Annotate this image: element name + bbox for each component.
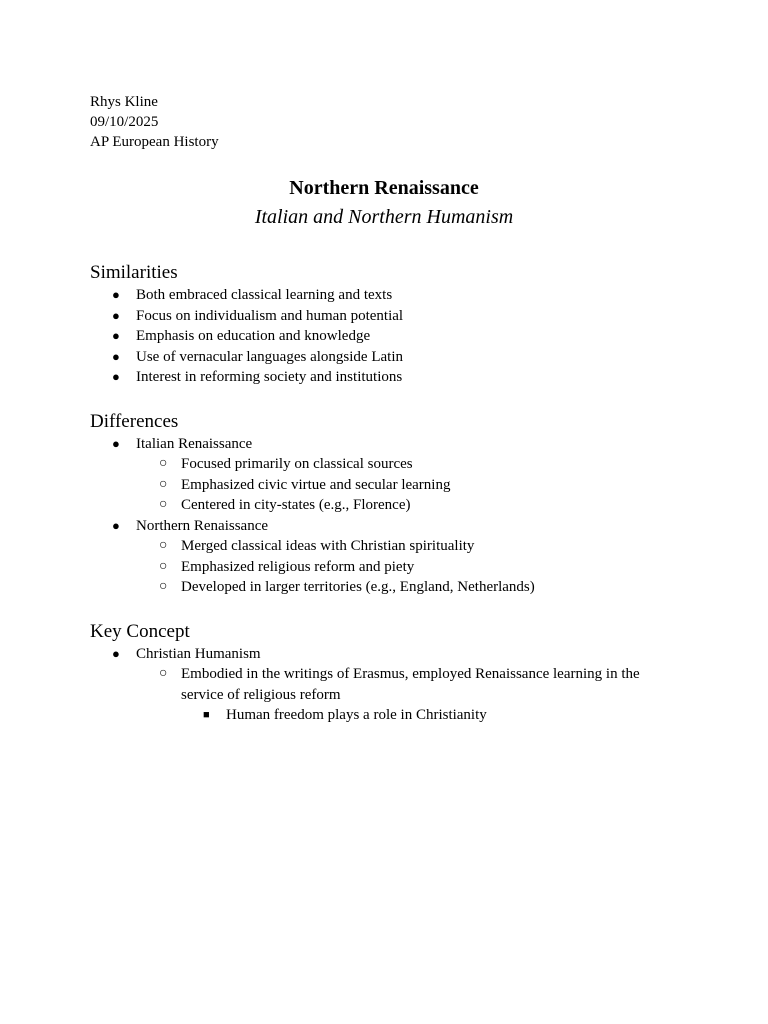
document-page xyxy=(90,92,680,726)
list-item-text: Emphasized religious reform and piety xyxy=(181,558,415,575)
document-title: Northern Renaissance xyxy=(289,177,479,199)
bullet-icon: ● xyxy=(112,517,120,533)
list-item xyxy=(90,306,680,327)
list-item xyxy=(90,347,680,368)
list-item xyxy=(90,285,680,306)
document-date: 09/10/2025 xyxy=(90,114,159,130)
italian-renaissance-points xyxy=(136,454,680,516)
hollow-bullet-icon: ○ xyxy=(159,558,168,574)
key-concept-heading: Key Concept xyxy=(90,620,190,642)
bullet-icon: ● xyxy=(112,369,120,384)
list-item-northern-renaissance xyxy=(90,516,680,598)
bullet-icon: ● xyxy=(112,307,120,323)
list-item xyxy=(136,475,680,496)
list-item xyxy=(90,367,680,388)
list-item xyxy=(136,664,680,726)
bullet-icon: ● xyxy=(112,328,120,343)
list-item-text: Focus on individualism and human potential xyxy=(136,307,404,324)
square-bullet-icon: ■ xyxy=(203,709,210,721)
list-item-text: Merged classical ideas with Christian spirituality xyxy=(181,538,475,554)
list-item xyxy=(136,577,680,598)
list-item-italian-renaissance xyxy=(90,434,680,516)
list-item-text: Developed in larger territories (e.g., England, Netherlands) xyxy=(181,579,535,595)
bullet-icon: ● xyxy=(112,645,120,661)
list-item-text: Northern Renaissance xyxy=(136,517,269,534)
christian-humanism-subpoints xyxy=(181,705,680,726)
christian-humanism-points xyxy=(136,664,680,726)
list-item-text: Italian Renaissance xyxy=(136,435,253,452)
list-item-text: Emphasized civic virtue and secular learning xyxy=(181,476,451,493)
list-item-text: Christian Humanism xyxy=(136,645,261,662)
hollow-bullet-icon: ○ xyxy=(159,666,168,681)
hollow-bullet-icon: ○ xyxy=(159,456,168,471)
similarities-heading: Similarities xyxy=(90,262,178,283)
bullet-icon: ● xyxy=(112,348,120,364)
list-item xyxy=(90,326,680,347)
list-item xyxy=(136,495,680,516)
similarities-list xyxy=(90,285,680,388)
hollow-bullet-icon: ○ xyxy=(159,497,168,512)
list-item-text: Emphasis on education and knowledge xyxy=(136,328,371,344)
list-item-text: Embodied in the writings of Erasmus, employed Renaissance learning in the service of religious reform xyxy=(181,666,640,703)
list-item xyxy=(181,705,680,726)
list-item-text: Use of vernacular languages alongside Latin xyxy=(136,348,403,365)
hollow-bullet-icon: ○ xyxy=(159,538,168,553)
bullet-icon: ● xyxy=(112,435,120,451)
key-concept-list xyxy=(90,644,680,726)
list-item xyxy=(136,454,680,475)
differences-list xyxy=(90,434,680,598)
list-item-text: Both embraced classical learning and texts xyxy=(136,287,393,303)
bullet-icon: ● xyxy=(112,287,120,302)
hollow-bullet-icon: ○ xyxy=(159,579,168,594)
differences-heading: Differences xyxy=(90,410,179,432)
list-item-text: Centered in city-states (e.g., Florence) xyxy=(181,497,411,513)
list-item xyxy=(136,536,680,557)
list-item-christian-humanism xyxy=(90,644,680,726)
northern-renaissance-points xyxy=(136,536,680,598)
hollow-bullet-icon: ○ xyxy=(159,476,168,492)
document-subtitle: Italian and Northern Humanism xyxy=(254,206,514,228)
list-item-text: Interest in reforming society and institutions xyxy=(136,369,403,385)
course-name: AP European History xyxy=(90,134,219,150)
list-item xyxy=(136,557,680,578)
list-item-text: Human freedom plays a role in Christianity xyxy=(226,707,487,723)
author-name: Rhys Kline xyxy=(90,94,158,110)
list-item-text: Focused primarily on classical sources xyxy=(181,456,413,472)
